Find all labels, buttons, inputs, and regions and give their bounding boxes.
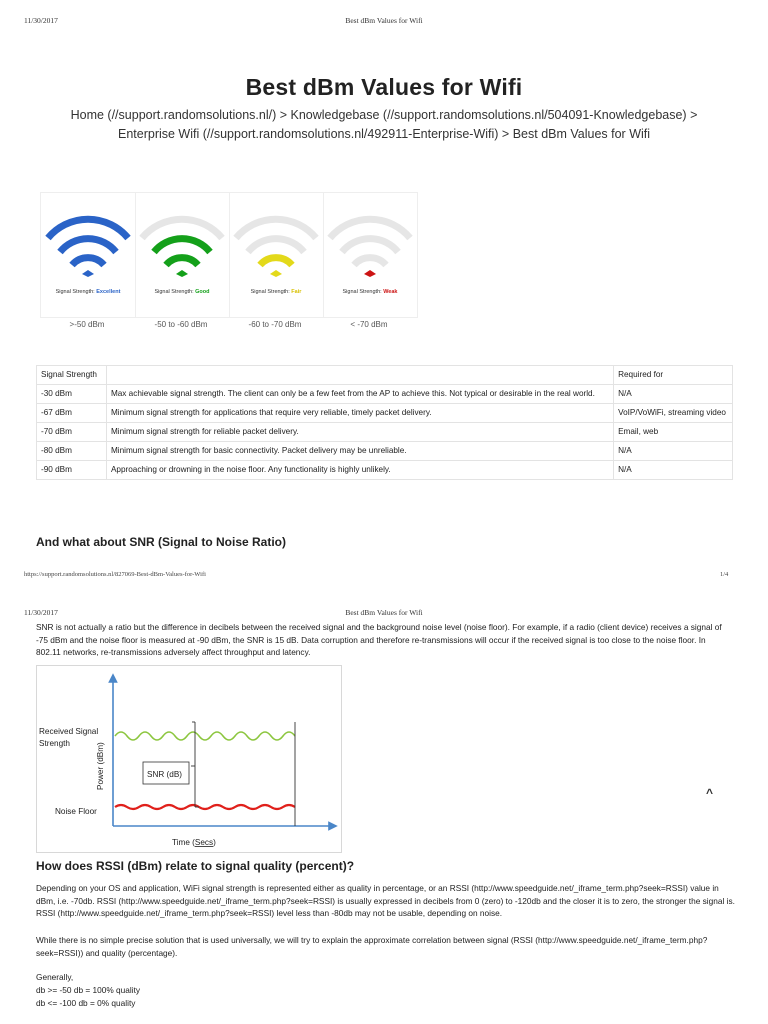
signal-strength-table [36, 365, 733, 480]
breadcrumb-line-2[interactable]: Enterprise Wifi (//support.randomsolutions.nl/492911-Enterprise-Wifi) > Best dBm Values for Wifi [117, 127, 651, 141]
print-title: Best dBm Values for Wifi [345, 608, 423, 617]
table-cell: N/A [614, 461, 733, 480]
table-cell: Minimum signal strength for reliable packet delivery. [106, 423, 613, 442]
wifi-caption: Signal Strength: Weak [342, 289, 398, 295]
print-date: 11/30/2017 [24, 608, 58, 617]
noise-floor-label: Noise Floor [55, 807, 97, 816]
table-cell: Max achievable signal strength. The client can only be a few feet from the AP to achieve this. Not typical or desirable in the real world. [106, 385, 613, 404]
approx-paragraph: While there is no simple precise solution that is used universally, we will try to explain the approximate correlation between signal (RSSI (http://www.speedguide.net/_iframe_term.php?seek=RSSI)) and quality (percentage). [36, 935, 708, 958]
footer-page-number: 1/4 [720, 571, 729, 578]
quality-rule-2: db <= -100 db = 0% quality [36, 998, 136, 1008]
table-cell: Minimum signal strength for basic connectivity. Packet delivery may be unreliable. [106, 442, 613, 461]
scroll-top-icon[interactable]: ^ [706, 786, 714, 800]
wifi-range-good: -50 to -60 dBm [154, 320, 208, 329]
table-row [37, 461, 733, 480]
snr-paragraph: SNR is not actually a ratio but the difference in decibels between the received signal and the background noise level (noise floor). For example, if a radio (client device) receives a signal of -75 dBm and the noise floor is measured at -90 dBm, the SNR is 15 dB. Data corruption and therefore re-transmissions will occur if the received signal is too close to the noise floor. In 802.11 networks, re-transmissions adversely affect throughput and latency. [36, 622, 722, 657]
wifi-range-fair: -60 to -70 dBm [248, 320, 302, 329]
wifi-card-excellent [41, 193, 136, 317]
table-row [37, 442, 733, 461]
power-axis-label: Power (dBm) [96, 742, 105, 790]
table-row [37, 404, 733, 423]
wifi-excellent-icon [41, 215, 135, 281]
table-cell: -30 dBm [37, 385, 107, 404]
received-signal-label-1: Received Signal [39, 727, 99, 736]
table-row [37, 385, 733, 404]
table-cell: Minimum signal strength for applications that require very reliable, timely packet delivery. [106, 404, 613, 423]
page-title: Best dBm Values for Wifi [245, 74, 523, 100]
table-cell: -67 dBm [37, 404, 107, 423]
wifi-strength-image-strip [40, 192, 418, 318]
noise-floor-line [115, 805, 295, 809]
wifi-weak-icon [323, 215, 417, 281]
wifi-good-icon [135, 215, 229, 281]
wifi-card-good [135, 193, 230, 317]
table-cell: VoIP/VoWiFi, streaming video [614, 404, 733, 423]
rssi-paragraph: Depending on your OS and application, WiFi signal strength is represented either as quality in percentage, or an RSSI (http://www.speedguide.net/_iframe_term.php?seek=RSSI) value in dBm, i.e. -70db. RSSI (http://www.speedguide.net/_iframe_term.php?seek=RSSI) is usually expressed in decibels from 0 (zero) to -120db and the closer it is to zero, the stronger the signal is. RSSI (http://www.speedguide.net/_iframe_term.php?seek=RSSI) level less than -80db may not be usable, depending on noise. [36, 883, 735, 918]
table-cell: -80 dBm [37, 442, 107, 461]
table-header-cell [106, 366, 613, 385]
table-row [37, 423, 733, 442]
breadcrumb-line-1[interactable]: Home (//support.randomsolutions.nl/) > Knowledgebase (//support.randomsolutions.nl/504091-Knowledgebase) > [70, 108, 698, 122]
snr-diagram [36, 665, 342, 853]
table-cell: Approaching or drowning in the noise floor. Any functionality is highly unlikely. [106, 461, 613, 480]
wifi-caption: Signal Strength: Good [154, 289, 210, 295]
footer-url: https://support.randomsolutions.nl/827069-Best-dBm-Values-for-Wifi [24, 571, 206, 578]
wifi-card-weak [323, 193, 417, 317]
wifi-fair-icon [229, 215, 323, 281]
generally-text: Generally, [36, 972, 74, 982]
table-cell: N/A [614, 442, 733, 461]
wifi-caption: Signal Strength: Excellent [55, 289, 121, 295]
table-header-row [37, 366, 733, 385]
print-date: 11/30/2017 [24, 16, 58, 25]
wifi-card-fair [229, 193, 324, 317]
snr-label: SNR (dB) [147, 770, 183, 779]
table-cell: -90 dBm [37, 461, 107, 480]
snr-diagram-svg [37, 666, 341, 852]
snr-heading: And what about SNR (Signal to Noise Ratio) [36, 535, 286, 549]
wifi-caption: Signal Strength: Fair [250, 289, 302, 295]
rssi-heading: How does RSSI (dBm) relate to signal quality (percent)? [36, 859, 355, 873]
table-cell: N/A [614, 385, 733, 404]
quality-rule-1: db >= -50 db = 100% quality [36, 985, 141, 995]
print-title: Best dBm Values for Wifi [345, 16, 423, 25]
breadcrumb [40, 106, 728, 144]
table-header-cell: Required for [614, 366, 733, 385]
time-axis-label: Time (Secs) [172, 838, 216, 847]
table-cell: -70 dBm [37, 423, 107, 442]
received-signal-label-2: Strength [39, 739, 70, 748]
wifi-range-weak: < -70 dBm [350, 320, 388, 329]
wifi-range-excellent: >-50 dBm [69, 320, 105, 329]
table-header-cell: Signal Strength [37, 366, 107, 385]
received-signal-line [115, 732, 295, 740]
table-cell: Email, web [614, 423, 733, 442]
